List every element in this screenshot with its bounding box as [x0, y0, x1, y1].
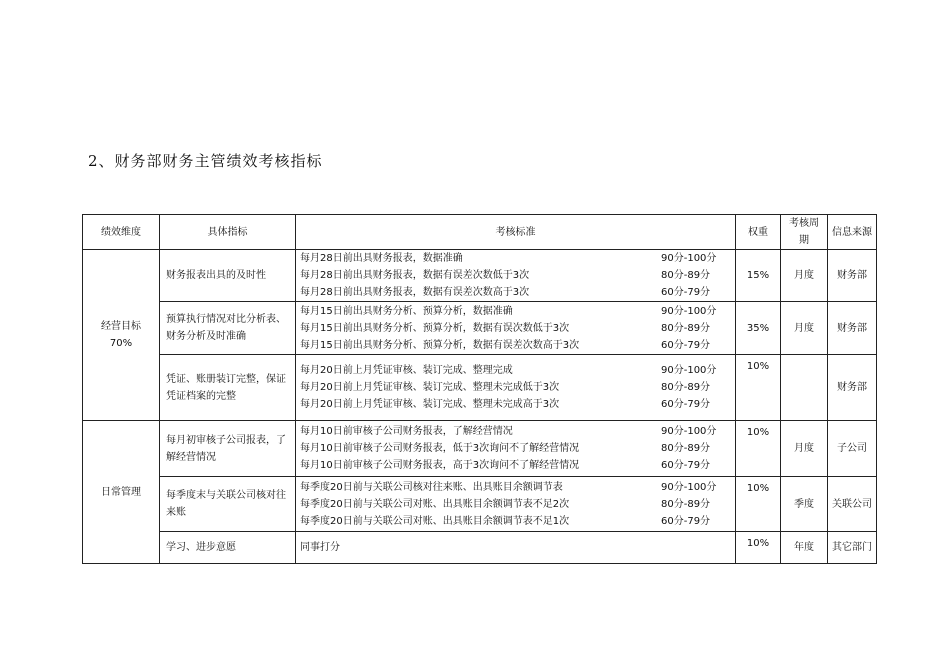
indicator-cell: 预算执行情况对比分析表、财务分析及时准确 [160, 302, 296, 355]
standard-score: 90分-100分 [661, 365, 717, 376]
standard-score: 80分-89分 [661, 322, 711, 334]
kpi-table [82, 214, 877, 564]
standard-score: 60分-79分 [661, 515, 711, 527]
standard-line [300, 267, 731, 284]
indicator-cell: 每月初审核子公司报表，了解经营情况 [160, 421, 296, 477]
standard-score: 80分-89分 [661, 270, 711, 281]
standard-score: 60分-79分 [661, 460, 711, 471]
table-row [83, 302, 877, 355]
indicator-cell: 财务报表出具的及时性 [160, 250, 296, 302]
source-cell: 子公司 [828, 421, 877, 477]
period-cell [781, 355, 828, 421]
standard-line [300, 396, 731, 413]
weight-cell: 10% [736, 421, 781, 477]
source-cell: 财务部 [828, 250, 877, 302]
standard-score: 60分-79分 [661, 287, 711, 298]
standard-cell [296, 421, 736, 477]
standard-line [300, 250, 731, 267]
standard-score: 80分-89分 [661, 443, 711, 454]
indicator-cell: 凭证、账册装订完整，保证凭证档案的完整 [160, 355, 296, 421]
period-cell: 季度 [781, 477, 828, 532]
standard-score: 60分-79分 [661, 399, 711, 410]
standard-cell [296, 302, 736, 355]
period-cell: 月度 [781, 250, 828, 302]
standard-text: 每季度20日前与关联公司对账、出具账目余额调节表不足2次 [300, 498, 570, 510]
header-source: 信息来源 [828, 215, 877, 250]
standard-text: 每月15日前出具财务分析、预算分析，数据准确 [300, 305, 513, 317]
dimension-cell: 日常管理 [83, 421, 160, 564]
indicator-cell: 学习、进步意愿 [160, 532, 296, 564]
header-dimension: 绩效维度 [83, 215, 160, 250]
standard-text: 每季度20日前与关联公司对账、出具账目余额调节表不足1次 [300, 515, 570, 527]
standard-text: 每月28日前出具财务报表，数据有误差次数高于3次 [300, 287, 530, 298]
standard-line [300, 320, 731, 337]
standard-score: 90分-100分 [661, 481, 717, 493]
standard-text: 每月20日前上月凭证审核、装订完成、整理完成 [300, 365, 513, 376]
standard-text: 每月10日前审核子公司财务报表，了解经营情况 [300, 426, 513, 437]
standard-line [300, 513, 731, 530]
standard-text: 每月15日前出具财务分析、预算分析，数据有误差次数高于3次 [300, 339, 580, 351]
standard-line [300, 479, 731, 496]
source-cell: 关联公司 [828, 477, 877, 532]
table-row [83, 532, 877, 564]
period-cell: 月度 [781, 421, 828, 477]
standard-score: 90分-100分 [661, 426, 717, 437]
table-row [83, 477, 877, 532]
standard-line [300, 457, 731, 474]
period-cell: 年度 [781, 532, 828, 564]
page-heading: 2、财务部财务主管绩效考核指标 [88, 152, 323, 170]
weight-cell: 10% [736, 477, 781, 532]
table-row [83, 421, 877, 477]
standard-line [300, 539, 731, 556]
weight-cell: 35% [736, 302, 781, 355]
standard-text: 每月10日前审核子公司财务报表，高于3次询问不了解经营情况 [300, 460, 580, 471]
header-period: 考核周期 [781, 215, 828, 250]
standard-line [300, 423, 731, 440]
standard-line [300, 284, 731, 301]
standard-cell [296, 250, 736, 302]
standard-text: 每月28日前出具财务报表，数据准确 [300, 253, 463, 264]
standard-score: 90分-100分 [661, 253, 717, 264]
table-header-row [83, 215, 877, 250]
standard-score: 80分-89分 [661, 382, 711, 393]
standard-line [300, 303, 731, 320]
standard-score: 90分-100分 [661, 305, 717, 317]
source-cell: 财务部 [828, 302, 877, 355]
weight-cell: 15% [736, 250, 781, 302]
table-row [83, 355, 877, 421]
standard-line [300, 440, 731, 457]
standard-line [300, 362, 731, 379]
header-weight: 权重 [736, 215, 781, 250]
standard-text: 每月10日前审核子公司财务报表，低于3次询问不了解经营情况 [300, 443, 580, 454]
table-row [83, 250, 877, 302]
standard-score: 80分-89分 [661, 498, 711, 510]
weight-cell: 10% [736, 355, 781, 421]
standard-cell [296, 532, 736, 564]
standard-line [300, 337, 731, 354]
indicator-cell: 每季度末与关联公司核对往来账 [160, 477, 296, 532]
header-indicator: 具体指标 [160, 215, 296, 250]
standard-text: 每季度20日前与关联公司核对往来账、出具账目余额调节表 [300, 481, 563, 493]
dimension-cell: 经营目标 70% [83, 250, 160, 421]
standard-score: 60分-79分 [661, 339, 711, 351]
standard-text: 每月20日前上月凭证审核、装订完成、整理未完成高于3次 [300, 399, 560, 410]
weight-cell: 10% [736, 532, 781, 564]
source-cell: 财务部 [828, 355, 877, 421]
source-cell: 其它部门 [828, 532, 877, 564]
standard-cell [296, 477, 736, 532]
standard-text: 每月20日前上月凭证审核、装订完成、整理未完成低于3次 [300, 382, 560, 393]
standard-score [661, 539, 731, 556]
standard-line [300, 496, 731, 513]
standard-cell [296, 355, 736, 421]
standard-text: 同事打分 [300, 542, 340, 553]
standard-text: 每月15日前出具财务分析、预算分析，数据有误次数低于3次 [300, 322, 570, 334]
period-cell: 月度 [781, 302, 828, 355]
header-standard: 考核标准 [296, 215, 736, 250]
standard-text: 每月28日前出具财务报表，数据有误差次数低于3次 [300, 270, 530, 281]
standard-line [300, 379, 731, 396]
table-body [83, 250, 877, 564]
